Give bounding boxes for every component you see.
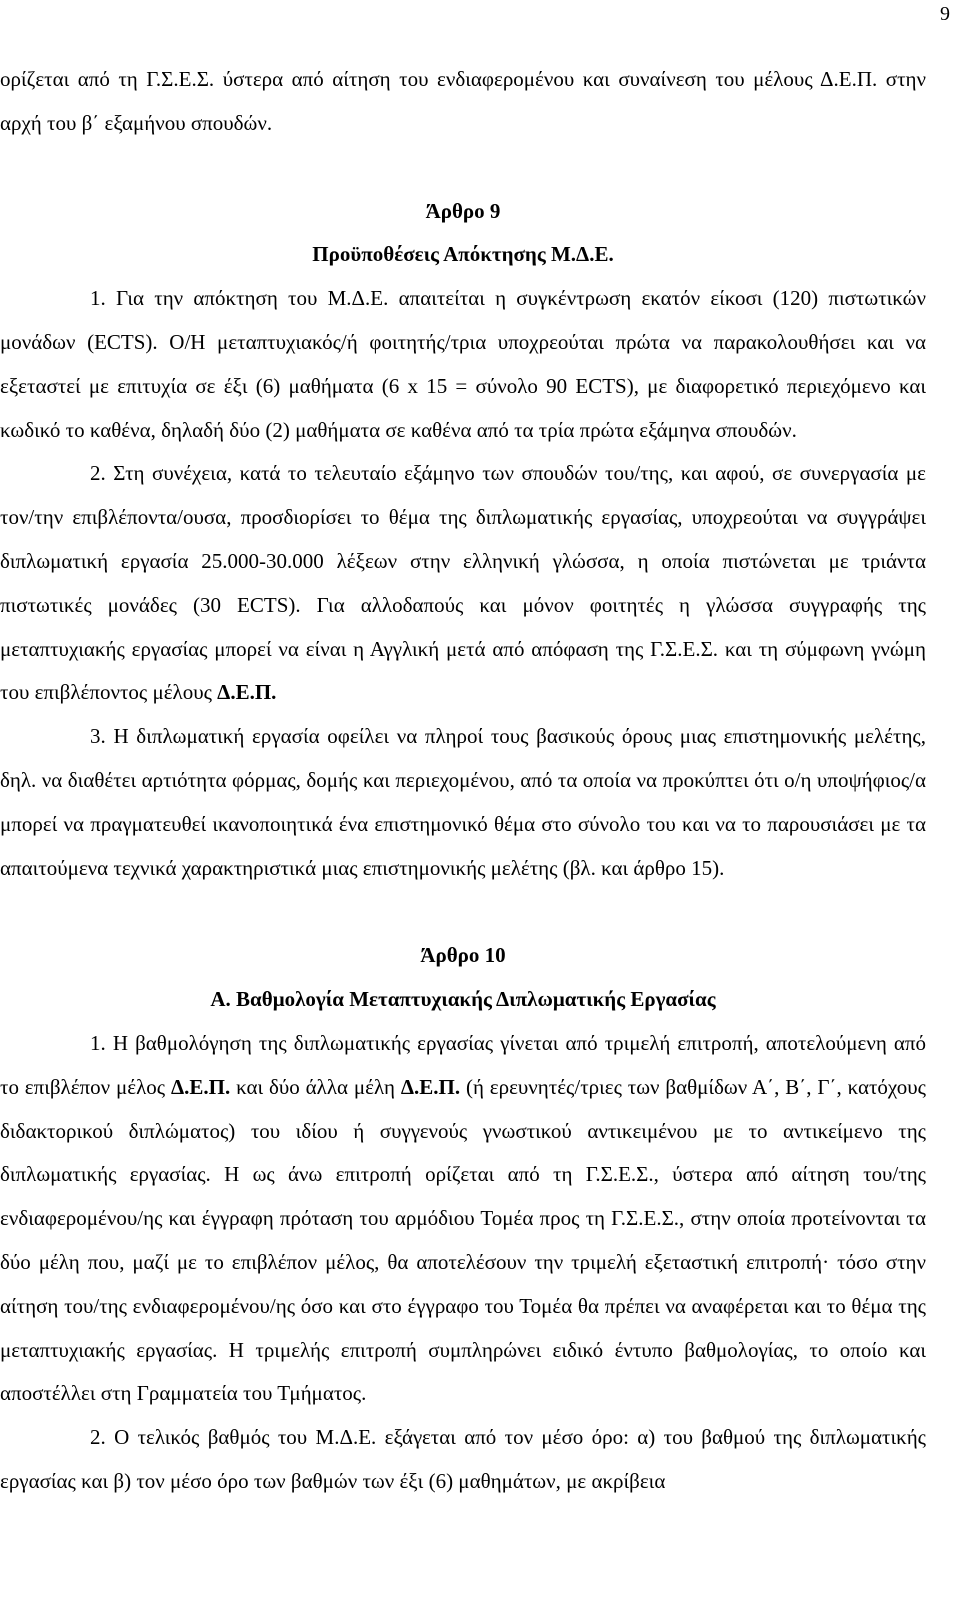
article-9-subtitle: Προϋποθέσεις Απόκτησης Μ.Δ.Ε.	[312, 242, 614, 267]
article-10-paragraph-1-bold-a: Δ.Ε.Π.	[170, 1074, 231, 1099]
article-9-paragraph-3: 3. Η διπλωματική εργασία οφείλει να πληροί τους βασικούς όρους μιας επιστημονικής μελέτης, δηλ. να διαθέτει αρτιότητα φόρμας, δομής και περιεχομένου, από τα οποία να προκύπτει ότι ο/η υποψήφιος/α μπορεί να πραγματευθεί ικανοποιητικά ένα επιστημονικό θέμα στο σύνολο του και να το παρουσιάσει με τα απαιτούμενα τεχνικά χαρακτηριστικά μιας επιστημονικής μελέτης (βλ. και άρθρο 15).	[0, 724, 926, 880]
spacer	[0, 890, 926, 934]
document-body	[0, 58, 926, 1504]
article-10-paragraph-1-bold-b: Δ.Ε.Π.	[400, 1074, 461, 1099]
article-10-paragraph-1	[0, 1022, 926, 1416]
intro-paragraph: ορίζεται από τη Γ.Σ.Ε.Σ. ύστερα από αίτηση του ενδιαφερομένου και συναίνεση του μέλους Δ.Ε.Π. στην αρχή του β΄ εξαμήνου σπουδών.	[0, 67, 926, 135]
article-9-title: Άρθρο 9	[425, 198, 501, 223]
article-9-paragraph-2-bold: Δ.Ε.Π.	[217, 680, 277, 705]
article-9-paragraph-1: 1. Για την απόκτηση του Μ.Δ.Ε. απαιτείται η συγκέντρωση εκατόν είκοσι (120) πιστωτικών μονάδων (ECTS). Ο/Η μεταπτυχιακός/ή φοιτητής/τρια υποχρεούται πρώτα να παρακολουθήσει και να εξεταστεί με επιτυχία σε έξι (6) μαθήματα (6 x 15 = σύνολο 90 ECTS), με διαφορετικό περιεχόμενο και κωδικό το καθένα, δηλαδή δύο (2) μαθήματα σε καθένα από τα τρία πρώτα εξάμηνα σπουδών.	[0, 286, 926, 442]
article-10-paragraph-1-text-c: και δύο άλλα μέλη	[230, 1074, 401, 1099]
spacer	[0, 146, 926, 190]
article-10-title: Άρθρο 10	[420, 943, 506, 968]
article-9-paragraph-2-text: 2. Στη συνέχεια, κατά το τελευταίο εξάμηνο των σπουδών του/της, και αφού, σε συνεργασία με τον/την επιβλέποντα/ουσα, προσδιορίσει το θέμα της διπλωματικής εργασίας, υποχρεούται να συγγράψει διπλωματική εργασία 25.000-30.000 λέξεων στην ελληνική γλώσσα, η οποία πιστώνεται με τριάντα πιστωτικές μονάδες (30 ECTS). Για αλλοδαπούς και μόνον φοιτητές η γλώσσα συγγραφής της μεταπτυχιακής εργασίας μπορεί να είναι η Αγγλική μετά από απόφαση της Γ.Σ.Ε.Σ. και τη σύμφωνη γνώμη του επιβλέποντος μέλους	[0, 461, 926, 705]
page-number: 9	[940, 3, 950, 25]
article-10-paragraph-1-text-d: (ή ερευνητές/τριες των βαθμίδων Α΄, Β΄, Γ΄, κατόχους διδακτορικού διπλώματος) του ιδίου ή συγγενούς γνωστικού αντικειμένου με το αντικείμενο της διπλωματικής εργασίας. Η ως άνω επιτροπή ορίζεται από τη Γ.Σ.Ε.Σ., ύστερα από αίτηση του/της ενδιαφερομένου/ης και έγγραφη πρόταση του αρμόδιου Τομέα προς τη Γ.Σ.Ε.Σ., στην οποία προτείνονται τα δύο μέλη που, μαζί με το επιβλέπον μέλος, θα αποτελέσουν την τριμελή εξεταστική επιτροπή· τόσο στην αίτηση του/της ενδιαφερομένου/ης όσο και στο έγγραφο του Τομέα θα πρέπει να αναφέρεται και το θέμα της μεταπτυχιακής εργασίας. Η τριμελής επιτροπή συμπληρώνει ειδικό έντυπο βαθμολογίας, το οποίο και αποστέλλει στη Γραμματεία του Τμήματος.	[0, 1074, 926, 1406]
article-10-subtitle: Α. Βαθμολογία Μεταπτυχιακής Διπλωματικής Εργασίας	[210, 987, 716, 1012]
article-10-paragraph-1-text-a: 1. Η βαθμολόγηση της διπλωματικής εργασίας γίνεται από τριμελή επιτροπή, αποτελούμενη από το επιβλέπον μέλος	[0, 1030, 926, 1099]
article-10-paragraph-2: 2. Ο τελικός βαθμός του Μ.Δ.Ε. εξάγεται από τον μέσο όρο: α) του βαθμού της διπλωματικής εργασίας και β) τον μέσο όρο των βαθμών των έξι (6) μαθημάτων, με ακρίβεια	[0, 1425, 926, 1493]
article-9-paragraph-2	[0, 452, 926, 715]
